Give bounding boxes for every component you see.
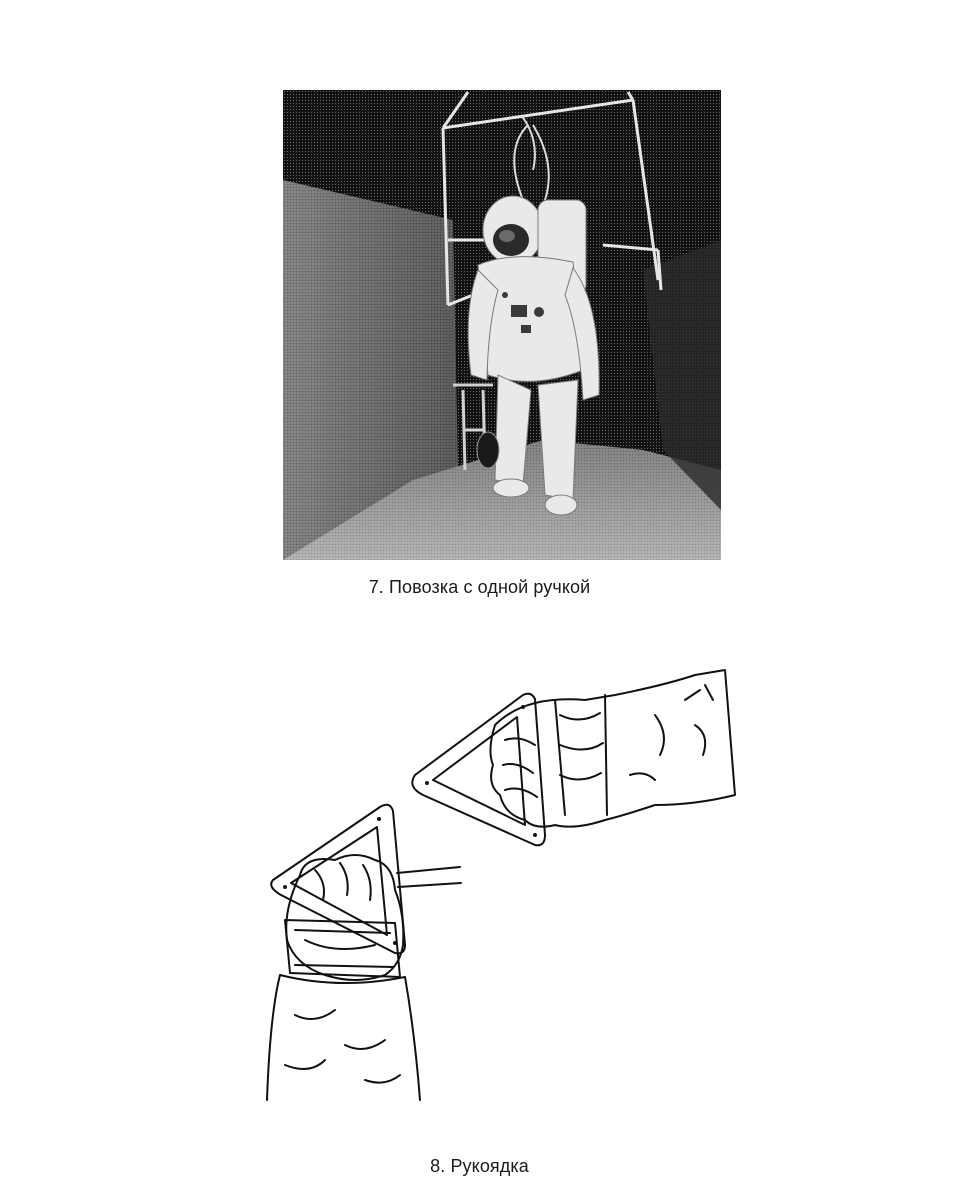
astronaut-cart-photo (283, 90, 721, 560)
triangular-handle-illustration (255, 655, 745, 1105)
figure-7-caption: 7. Повозка с одной ручкой (368, 577, 591, 597)
figure-8-caption: 8. Рукоядка (430, 1156, 529, 1176)
